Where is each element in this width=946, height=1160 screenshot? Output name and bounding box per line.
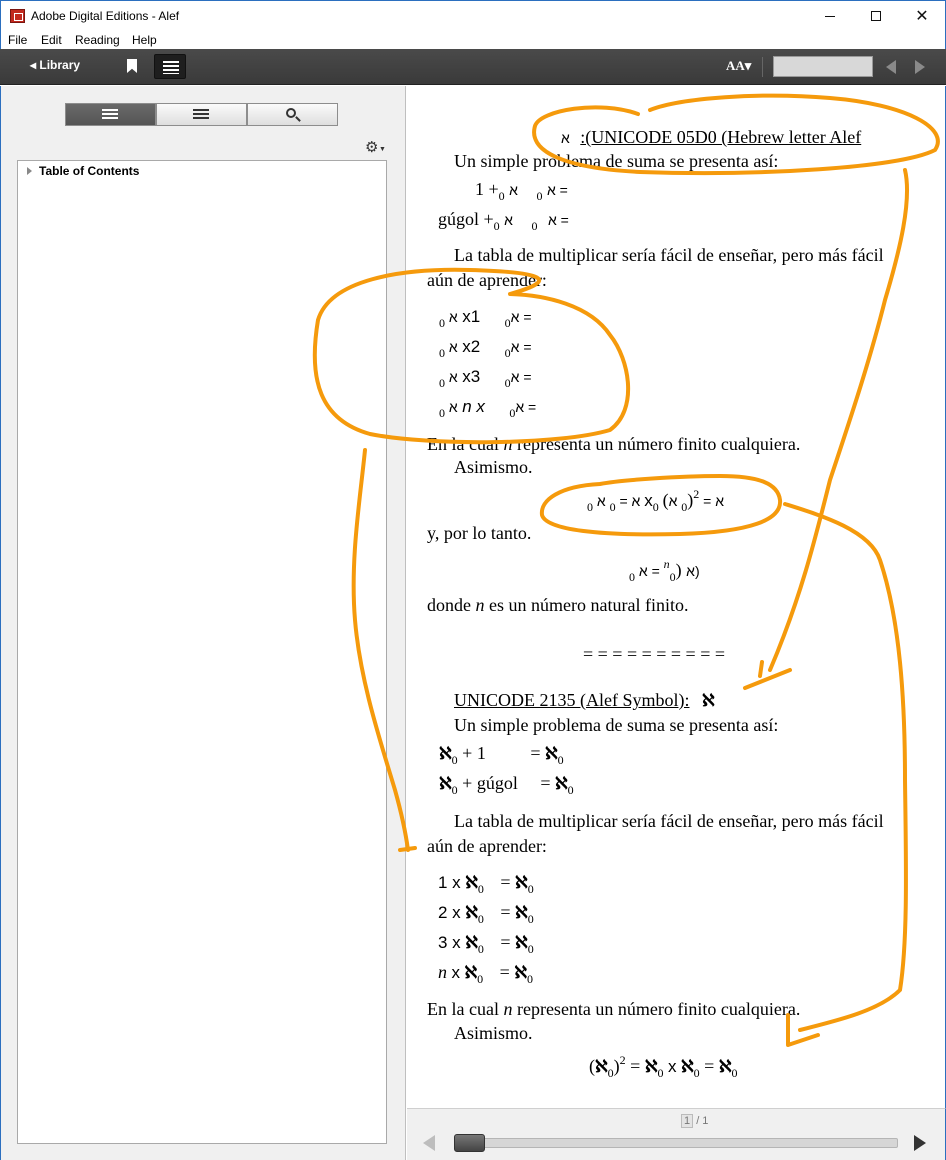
mult-row-symbol: 3 x ℵ$_0$ = ℵ$_0$: [438, 932, 534, 956]
paragraph: y, por lo tanto.: [427, 523, 532, 543]
menu-reading[interactable]: Reading: [75, 33, 120, 47]
chevron-down-icon[interactable]: ▼: [379, 146, 386, 153]
bookmarks-list-icon: [193, 109, 209, 120]
mult-row-symbol: n x ℵ$_0$ = ℵ$_0$: [438, 962, 533, 986]
maximize-button[interactable]: [853, 1, 899, 31]
library-button[interactable]: ◂ Library: [30, 58, 81, 72]
paragraph: En la cual n representa un número finito cualquiera.: [427, 999, 801, 1019]
next-page-icon[interactable]: [915, 60, 925, 74]
navigation-panel: [0, 86, 406, 1160]
close-button[interactable]: [899, 1, 945, 31]
menu-edit[interactable]: Edit: [41, 33, 62, 47]
equation: ℵ$_0$ + gúgol = ℵ$_0$: [439, 773, 574, 797]
page-indicator: [681, 1115, 708, 1127]
menu-file[interactable]: File: [8, 33, 28, 47]
bookmark-icon[interactable]: [127, 59, 137, 73]
paragraph: aún de aprender:: [427, 270, 547, 290]
menu-help[interactable]: Help: [132, 33, 157, 47]
maximize-icon: [871, 11, 881, 21]
paragraph: Asimismo.: [454, 1023, 533, 1043]
equation: ℵ$_0$ + 1 = ℵ$_0$: [439, 743, 564, 767]
mult-row-hebrew: $_0$ א x3 $_0$א =: [439, 367, 532, 390]
equation: gúgol $+_0$ א $_0$ א =: [438, 209, 569, 233]
window-title: Adobe Digital Editions - Alef: [31, 9, 180, 23]
close-icon: ✕: [915, 8, 929, 25]
title-bar: [0, 0, 946, 31]
mult-row-hebrew: $_0$ א n x $_0$א =: [439, 397, 537, 420]
page-number-input[interactable]: [773, 56, 873, 77]
toc-toggle-button[interactable]: [154, 54, 186, 79]
contents-list-icon: [102, 109, 118, 120]
toolbar-divider: [762, 57, 763, 77]
font-size-button[interactable]: AA▾: [726, 58, 752, 73]
mult-row-hebrew: $_0$ א x2 $_0$א =: [439, 337, 532, 360]
minimize-button[interactable]: [807, 1, 853, 31]
toolbar: [0, 49, 946, 85]
paragraph: La tabla de multiplicar sería fácil de enseñar, pero más fácil: [454, 811, 884, 831]
total-pages: / 1: [696, 1115, 709, 1127]
next-page-arrow-icon[interactable]: [914, 1135, 926, 1151]
expand-triangle-icon[interactable]: [27, 167, 32, 175]
separator-line: = = = = = = = = = =: [583, 644, 726, 664]
reading-pane: [407, 86, 946, 1108]
paragraph: Asimismo.: [454, 457, 533, 477]
equation-square-hebrew: $_0$ א = $_0$ א $x_0$ א = $^2(_0$ א): [587, 487, 725, 514]
paragraph: En la cual n representa un número finito cualquiera.: [427, 434, 801, 454]
mult-row-symbol: 2 x ℵ$_0$ = ℵ$_0$: [438, 902, 534, 926]
heading-alef-symbol: UNICODE 2135 (Alef Symbol): ℵ: [454, 690, 715, 711]
minimize-icon: [825, 16, 835, 17]
paragraph: La tabla de multiplicar sería fácil de enseñar, pero más fácil: [454, 245, 884, 265]
heading-hebrew-alef: א :(UNICODE 05D0 (Hebrew letter Alef: [561, 127, 862, 147]
toc-panel: [17, 160, 387, 1144]
mult-row-hebrew: $_0$ א x1 $_0$א =: [439, 307, 532, 330]
paragraph: Un simple problema de suma se presenta así:: [454, 715, 779, 735]
tab-contents[interactable]: [65, 103, 156, 126]
page-slider-thumb[interactable]: [454, 1134, 485, 1152]
paragraph: aún de aprender:: [427, 836, 547, 856]
menu-bar: [0, 31, 946, 49]
equation: $1 +_0$ א $_0$ א =: [475, 179, 568, 203]
tab-search[interactable]: [247, 103, 338, 126]
mult-row-symbol: 1 x ℵ$_0$ = ℵ$_0$: [438, 872, 534, 896]
paragraph: donde n es un número natural finito.: [427, 595, 689, 615]
search-icon: [286, 108, 296, 118]
paragraph: Un simple problema de suma se presenta así:: [454, 151, 779, 171]
previous-page-icon[interactable]: [886, 60, 896, 74]
current-page[interactable]: 1: [681, 1114, 693, 1128]
page-slider[interactable]: [455, 1138, 898, 1148]
equation-power-hebrew: $_0$ א = $^n_0$) א): [629, 557, 700, 584]
equation-square-symbol: (ℵ$_0$)$^2$ = ℵ$_0$ x ℵ$_0$ = ℵ$_0$: [589, 1053, 738, 1080]
previous-page-arrow-icon[interactable]: [423, 1135, 435, 1151]
adobe-digital-editions-icon: [10, 9, 25, 23]
toc-item[interactable]: Table of Contents: [39, 164, 140, 178]
book-page: [407, 86, 946, 1108]
tab-bookmarks[interactable]: [156, 103, 247, 126]
page-navigation-bar: [407, 1108, 946, 1160]
gear-icon[interactable]: ⚙: [365, 139, 379, 156]
